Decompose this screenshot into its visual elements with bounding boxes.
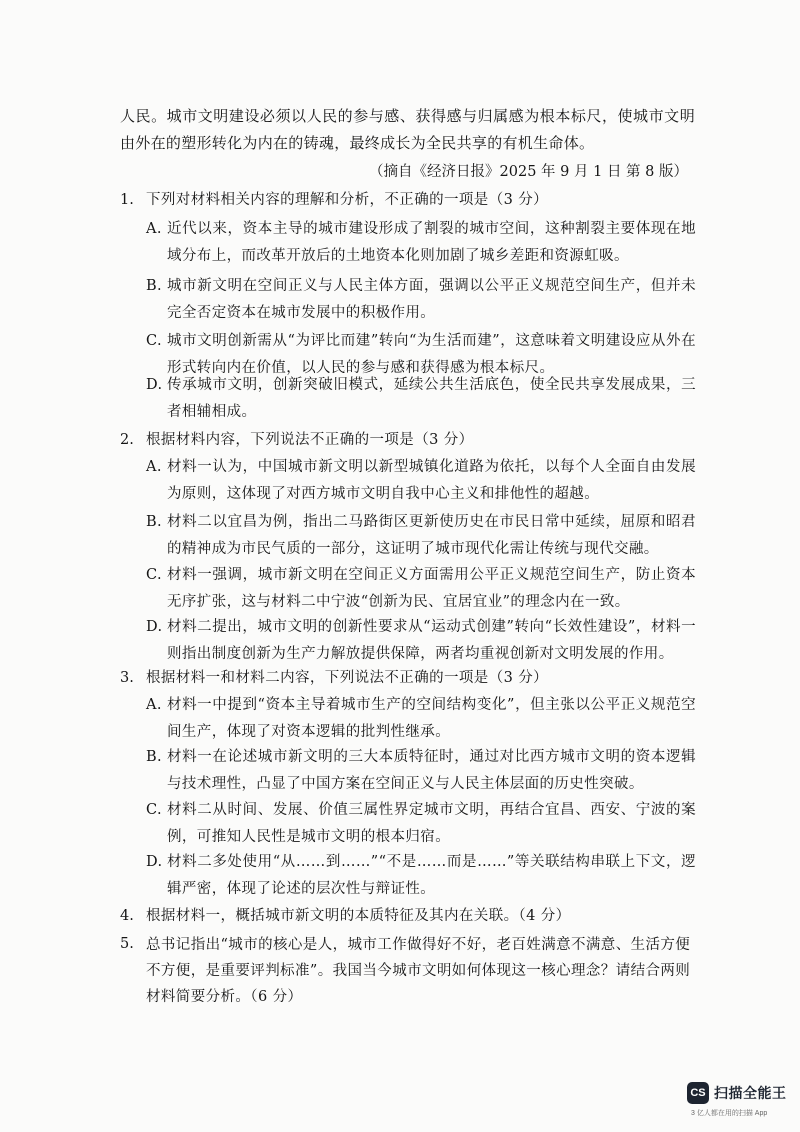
option-label: A. xyxy=(146,221,162,237)
question-stem: 根据材料一，概括城市新文明的本质特征及其内在关联。（4 分） xyxy=(146,908,571,924)
option-text: 城市文明创新需从“为评比而建”转向“为生活而建”，这意味着文明建设应从外在形式转向内在价值，以人民的参与感和获得感为根本标尺。 xyxy=(167,333,696,376)
intro-paragraph: 人民。城市文明建设必须以人民的参与感、获得感与归属感为根本标尺，使城市文明由外在的塑形转化为内在的铸魂，最终成长为全民共享的有机生命体。 xyxy=(120,107,695,152)
option-label: C. xyxy=(146,802,162,818)
option-label: A. xyxy=(146,697,162,713)
question-stem: 根据材料内容，下列说法不正确的一项是（3 分） xyxy=(146,432,474,448)
option-label: B. xyxy=(146,514,163,530)
option-text: 材料二提出，城市文明的创新性要求从“运动式创建”转向“长效性建设”，材料一则指出制度创新为生产力解放提供保障，两者均重视创新对文明发展的作用。 xyxy=(167,619,696,662)
camscanner-logo-icon: CS xyxy=(687,1082,709,1104)
option-c xyxy=(146,562,696,616)
option-text: 材料二以宜昌为例，指出二马路街区更新使历史在市民日常中延续，屈原和昭君的精神成为市民气质的一部分，这证明了城市现代化需让传统与现代交融。 xyxy=(167,514,696,557)
option-text: 传承城市文明，创新突破旧模式，延续公共生活底色，使全民共享发展成果，三者相辅相成。 xyxy=(167,377,696,420)
question-number: 1. xyxy=(120,192,134,208)
option-c xyxy=(146,797,696,851)
source-citation: （摘自《经济日报》2025 年 9 月 1 日 第 8 版） xyxy=(369,164,688,180)
option-label: B. xyxy=(146,749,163,765)
option-b xyxy=(146,744,696,798)
option-text: 材料一中提到“资本主导着城市生产的空间结构变化”，但主张以公平正义规范空间生产，体现了对资本逻辑的批判性继承。 xyxy=(167,697,696,740)
option-d xyxy=(146,849,696,903)
question-stem: 总书记指出“城市的核心是人，城市工作做得好不好，老百姓满意不满意、生活方便不方便，是重要评判标准”。我国当今城市文明如何体现这一核心理念？请结合两则材料简要分析。（6 分） xyxy=(146,937,691,1005)
option-a xyxy=(146,454,696,508)
option-b xyxy=(146,273,696,327)
question-number: 5. xyxy=(120,936,134,952)
question-stem: 下列对材料相关内容的理解和分析，不正确的一项是（3 分） xyxy=(146,192,549,208)
option-text: 材料二多处使用“从……到……”“不是……而是……”等关联结构串联上下文，逻辑严密，体现了论述的层次性与辩证性。 xyxy=(167,854,696,897)
scanner-watermark xyxy=(687,1082,797,1122)
watermark-app-name: 扫描全能王 xyxy=(714,1085,787,1101)
option-label: C. xyxy=(146,567,162,583)
option-text: 城市新文明在空间正义与人民主体方面，强调以公平正义规范空间生产，但并未完全否定资本在城市发展中的积极作用。 xyxy=(167,278,696,321)
option-label: D. xyxy=(146,854,163,870)
question-number: 3. xyxy=(120,670,134,686)
option-label: A. xyxy=(146,459,162,475)
option-label: D. xyxy=(146,377,163,393)
option-b xyxy=(146,509,696,563)
option-text: 材料一在论述城市新文明的三大本质特征时，通过对比西方城市文明的资本逻辑与技术理性，凸显了中国方案在空间正义与人民主体层面的历史性突破。 xyxy=(167,749,696,792)
option-text: 近代以来，资本主导的城市建设形成了割裂的城市空间，这种割裂主要体现在地域分布上，而改革开放后的土地资本化则加剧了城乡差距和资源虹吸。 xyxy=(167,221,696,264)
question-number: 4. xyxy=(120,908,134,924)
question-number: 2. xyxy=(120,432,134,448)
option-text: 材料二从时间、发展、价值三属性界定城市文明，再结合宜昌、西安、宁波的案例，可推知人民性是城市文明的根本归宿。 xyxy=(167,802,696,845)
option-text: 材料一强调，城市新文明在空间正义方面需用公平正义规范空间生产，防止资本无序扩张，这与材料二中宁波“创新为民、宜居宜业”的理念内在一致。 xyxy=(167,567,696,610)
option-label: B. xyxy=(146,278,163,294)
watermark-tagline: 3 亿人都在用的扫描 App xyxy=(691,1110,768,1117)
option-label: D. xyxy=(146,619,163,635)
option-d xyxy=(146,372,696,426)
option-d xyxy=(146,614,696,668)
option-label: C. xyxy=(146,333,162,349)
question-stem: 根据材料一和材料二内容，下列说法不正确的一项是（3 分） xyxy=(146,670,549,686)
option-text: 材料一认为，中国城市新文明以新型城镇化道路为依托，以每个人全面自由发展为原则，这体现了对西方城市文明自我中心主义和排他性的超越。 xyxy=(167,459,696,502)
option-a xyxy=(146,216,696,270)
option-a xyxy=(146,692,696,746)
